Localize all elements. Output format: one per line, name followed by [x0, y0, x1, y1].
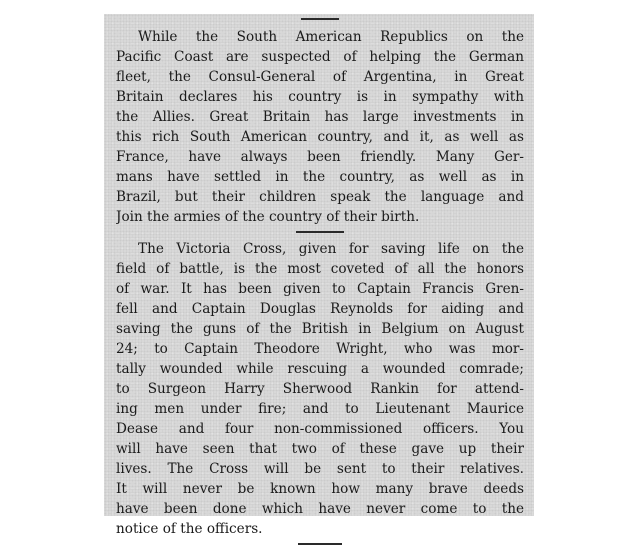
text-line: 24; to Captain Theodore Wright, who was mor- — [116, 341, 524, 357]
text-line: this rich South American country, and it, as well as — [116, 129, 524, 145]
text-line: mans have settled in the country, as well as in — [116, 169, 524, 185]
top-divider-rule — [301, 18, 339, 20]
text-line: While the South American Republics on the — [138, 29, 524, 45]
text-line: ing men under fire; and to Lieutenant Maurice — [116, 401, 524, 417]
text-line: It will never be known how many brave deeds — [116, 481, 524, 497]
text-line: lives. The Cross will be sent to their relatives. — [116, 461, 524, 477]
text-line: France, have always been friendly. Many Ger- — [116, 149, 524, 165]
paragraph-argentina — [116, 27, 524, 227]
text-line: the Allies. Great Britain has large investments in — [116, 109, 524, 125]
text-line: Pacific Coast are suspected of helping the German — [116, 49, 524, 65]
text-line: will have seen that two of these gave up their — [116, 441, 524, 457]
text-line: Join the armies of the country of their birth. — [116, 209, 420, 225]
text-line: saving the guns of the British in Belgium on August — [116, 321, 524, 337]
paragraph-victoria-cross — [116, 239, 524, 539]
text-line: tally wounded while rescuing a wounded comrade; — [116, 361, 524, 377]
middle-divider-rule — [296, 231, 344, 233]
text-line: fell and Captain Douglas Reynolds for aiding and — [116, 301, 524, 317]
text-line: field of battle, is the most coveted of all the honors — [116, 261, 524, 277]
text-line: notice of the officers. — [116, 521, 263, 537]
text-line: to Surgeon Harry Sherwood Rankin for attend- — [116, 381, 524, 397]
text-line: fleet, the Consul-General of Argentina, in Great — [116, 69, 524, 85]
text-line: Dease and four non-commissioned officers. You — [116, 421, 524, 437]
text-line: of war. It has been given to Captain Francis Gren- — [116, 281, 524, 297]
text-line: have been done which have never come to the — [116, 501, 524, 517]
text-line: The Victoria Cross, given for saving life on the — [138, 241, 524, 257]
newspaper-clipping — [104, 14, 534, 537]
text-line: Britain declares his country is in sympathy with — [116, 89, 524, 105]
text-line: Brazil, but their children speak the language and — [116, 189, 524, 205]
